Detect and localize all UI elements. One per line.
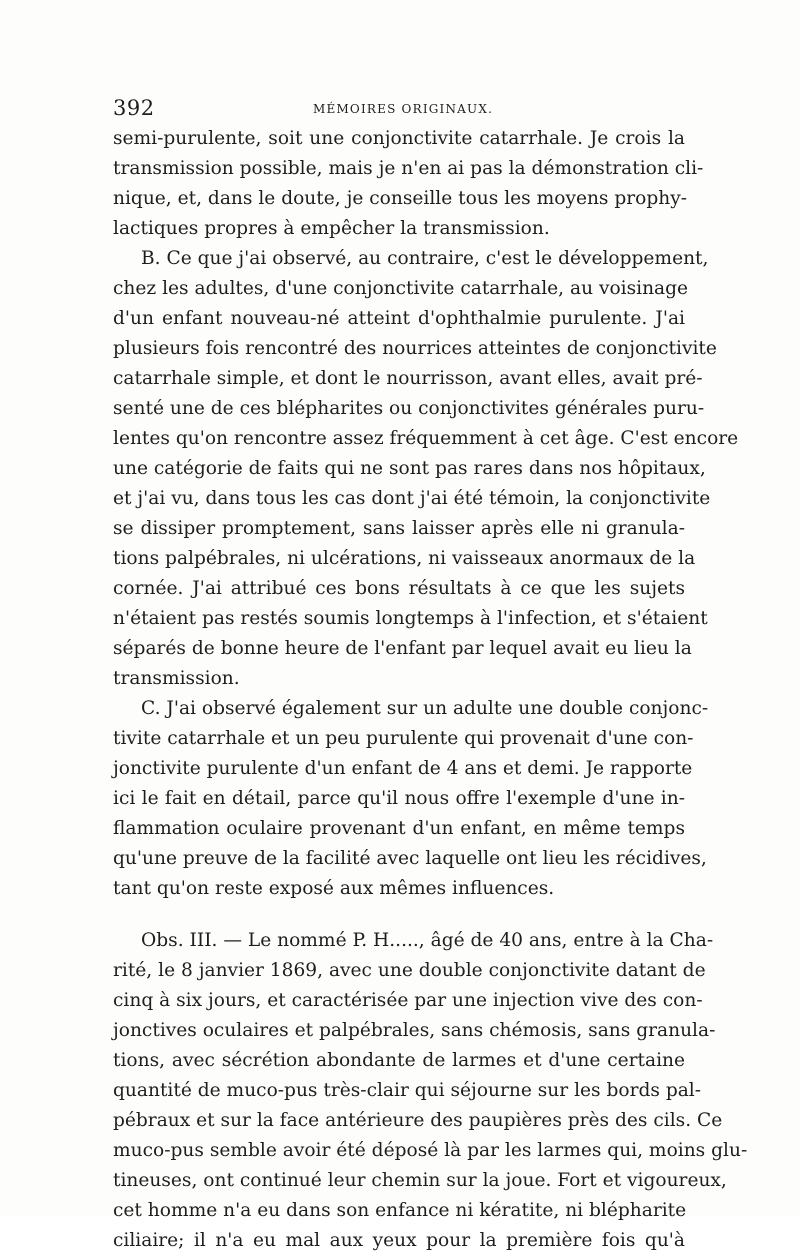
text-line: catarrhale simple, et dont le nourrisson, avant elles, avait pré- — [113, 368, 703, 389]
text-line: transmission. — [113, 668, 240, 689]
text-line: cinq à six jours, et caractérisée par une injection vive des con- — [113, 990, 703, 1011]
page-number: 392 — [113, 96, 155, 120]
text-line: plusieurs fois rencontré des nourrices atteintes de conjonctivite — [113, 338, 717, 359]
paragraph-continuation — [113, 124, 704, 244]
text-line: n'étaient pas restés soumis longtemps à l'infection, et s'étaient — [113, 608, 708, 629]
page-header — [113, 96, 685, 122]
text-line: senté une de ces blépharites ou conjonctivites générales puru- — [113, 398, 705, 419]
text-line: se dissiper promptement, sans laisser après elle ni granula- — [113, 518, 685, 539]
running-head: MÉMOIRES ORIGINAUX. — [313, 102, 494, 116]
text-line: chez les adultes, d'une conjonctivite catarrhale, au voisinage — [113, 278, 689, 299]
text-line: quantité de muco-pus très-clair qui séjourne sur les bords pal- — [113, 1080, 702, 1101]
text-line: nique, et, dans le doute, je conseille tous les moyens prophy- — [113, 188, 688, 209]
text-line: tineuses, ont continué leur chemin sur la joue. Fort et vigoureux, — [113, 1170, 727, 1191]
text-line: jonctivite purulente d'un enfant de 4 ans et demi. Je rapporte — [113, 758, 693, 779]
body-text — [113, 124, 748, 1256]
text-line: flammation oculaire provenant d'un enfant, en même temps — [113, 818, 685, 839]
text-line: Obs. III. — Le nommé P. H....., âgé de 40 ans, entre à la Cha- — [141, 930, 714, 951]
text-line: cornée. J'ai attribué ces bons résultats à ce que les sujets — [113, 578, 685, 599]
text-line: C. J'ai observé également sur un adulte une double conjonc- — [141, 698, 709, 719]
text-line: pébraux et sur la face antérieure des paupières près des cils. Ce — [113, 1110, 723, 1131]
text-line: lactiques propres à empêcher la transmission. — [113, 218, 550, 239]
text-line: cet homme n'a eu dans son enfance ni kératite, ni blépharite — [113, 1200, 687, 1221]
text-line: tions palpébrales, ni ulcérations, ni vaisseaux anormaux de la — [113, 548, 696, 569]
text-line: lentes qu'on rencontre assez fréquemment à cet âge. C'est encore — [113, 428, 739, 449]
text-line: tions, avec sécrétion abondante de larmes et d'une certaine — [113, 1050, 685, 1071]
paragraph-c — [113, 694, 709, 904]
text-line: qu'une preuve de la facilité avec laquelle ont lieu les récidives, — [113, 848, 707, 869]
text-line: B. Ce que j'ai observé, au contraire, c'est le développement, — [141, 248, 709, 269]
text-line: tant qu'on reste exposé aux mêmes influences. — [113, 878, 555, 899]
text-line: séparés de bonne heure de l'enfant par lequel avait eu lieu la — [113, 638, 692, 659]
text-line: muco-pus semble avoir été déposé là par les larmes qui, moins glu- — [113, 1140, 748, 1161]
text-line: ciliaire; il n'a eu mal aux yeux pour la première fois qu'à — [113, 1230, 685, 1251]
text-line: tivite catarrhale et un peu purulente qui provenait d'une con- — [113, 728, 694, 749]
text-line: transmission possible, mais je n'en ai pas la démonstration cli- — [113, 158, 704, 179]
text-line: rité, le 8 janvier 1869, avec une double conjonctivite datant de — [113, 960, 706, 981]
paragraph-b — [113, 244, 739, 694]
text-line: une catégorie de faits qui ne sont pas rares dans nos hôpitaux, — [113, 458, 706, 479]
text-line: et j'ai vu, dans tous les cas dont j'ai été témoin, la conjonctivite — [113, 488, 711, 509]
text-line: ici le fait en détail, parce qu'il nous offre l'exemple d'une in- — [113, 788, 685, 809]
text-line: d'un enfant nouveau-né atteint d'ophthalmie purulente. J'ai — [113, 308, 685, 329]
text-line: jonctives oculaires et palpébrales, sans chémosis, sans granula- — [113, 1020, 716, 1041]
paragraph-gap — [113, 904, 685, 926]
observation-3 — [113, 926, 748, 1256]
text-line: semi-purulente, soit une conjonctivite catarrhale. Je crois la — [113, 128, 685, 149]
